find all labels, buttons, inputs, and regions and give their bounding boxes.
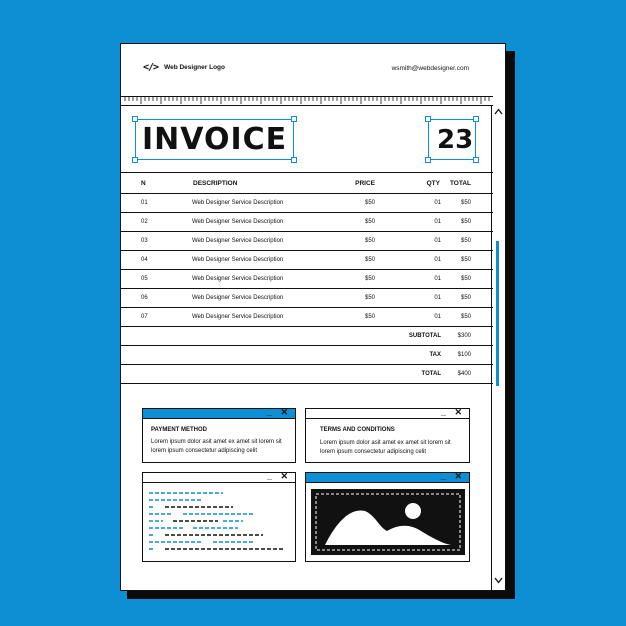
ruler-ticks (121, 97, 493, 105)
resize-handle[interactable] (132, 157, 138, 163)
window-controls-icon[interactable]: _ ✕ (440, 407, 465, 417)
row-price: $50 (324, 289, 375, 308)
total-label: TOTAL (375, 365, 441, 384)
payment-method-window (142, 408, 296, 463)
contact-email: wsmith@webdesigner.com (391, 65, 469, 72)
table-row (121, 194, 493, 213)
row-qty: 01 (375, 194, 441, 213)
table-row (121, 289, 493, 308)
window-controls-icon[interactable]: _ ✕ (440, 471, 465, 481)
window-titlebar[interactable] (143, 473, 295, 483)
table-row (121, 251, 493, 270)
invoice-table (121, 172, 493, 384)
code-window (142, 472, 296, 562)
invoice-title: INVOICE (142, 122, 288, 157)
code-lines-icon (143, 485, 293, 561)
row-description: Web Designer Service Description (192, 213, 324, 232)
row-description: Web Designer Service Description (192, 251, 324, 270)
row-total: $50 (441, 251, 493, 270)
scrollbar[interactable] (491, 106, 505, 591)
window-controls-icon[interactable]: _ ✕ (266, 407, 291, 417)
invoice-page (120, 43, 506, 591)
tax-value: $100 (441, 346, 493, 365)
resize-handle[interactable] (425, 157, 431, 163)
resize-handle[interactable] (473, 116, 479, 122)
logo-text: Web Designer Logo (164, 64, 225, 71)
resize-handle[interactable] (473, 157, 479, 163)
column-header-qty: QTY (375, 173, 441, 194)
row-qty: 01 (375, 251, 441, 270)
row-description: Web Designer Service Description (192, 194, 324, 213)
row-qty: 01 (375, 213, 441, 232)
row-qty: 01 (375, 289, 441, 308)
subtotal-value: $300 (441, 327, 493, 346)
row-price: $50 (324, 232, 375, 251)
row-number: 06 (121, 289, 192, 308)
payment-method-text: Lorem ipsum dolor asit amet ex amet sit lorem sit lorem ipsum consectetur adipiscing celit (151, 439, 282, 454)
window-titlebar[interactable] (306, 409, 469, 419)
row-qty: 01 (375, 232, 441, 251)
terms-text: Lorem ipsum dolor asit amet ex amet sit lorem sit lorem ipsum consectetur adipiscing celit (320, 440, 451, 455)
subtotal-label: SUBTOTAL (375, 327, 441, 346)
scroll-down-arrow-icon[interactable] (494, 577, 503, 586)
row-number: 05 (121, 270, 192, 289)
table-row (121, 270, 493, 289)
row-total: $50 (441, 289, 493, 308)
row-total: $50 (441, 270, 493, 289)
row-total: $50 (441, 194, 493, 213)
subtotal-row (121, 327, 493, 346)
row-price: $50 (324, 308, 375, 327)
invoice-title-box[interactable] (135, 119, 294, 160)
row-price: $50 (324, 194, 375, 213)
terms-title: TERMS AND CONDITIONS (320, 427, 395, 433)
column-header-price: PRICE (324, 173, 375, 194)
image-window (305, 472, 470, 562)
resize-handle[interactable] (291, 157, 297, 163)
row-description: Web Designer Service Description (192, 308, 324, 327)
payment-method-title: PAYMENT METHOD (151, 427, 208, 433)
tax-row (121, 346, 493, 365)
total-value: $400 (441, 365, 493, 384)
row-number: 01 (121, 194, 192, 213)
window-controls-icon[interactable]: _ ✕ (266, 471, 291, 481)
resize-handle[interactable] (132, 116, 138, 122)
table-row (121, 308, 493, 327)
column-header-total: TOTAL (441, 173, 493, 194)
column-header-description: DESCRIPTION (192, 173, 324, 194)
row-description: Web Designer Service Description (192, 270, 324, 289)
terms-window (305, 408, 470, 463)
row-price: $50 (324, 251, 375, 270)
window-titlebar[interactable] (306, 473, 469, 483)
row-price: $50 (324, 213, 375, 232)
row-number: 04 (121, 251, 192, 270)
logo (143, 62, 225, 73)
resize-handle[interactable] (291, 116, 297, 122)
row-qty: 01 (375, 308, 441, 327)
row-number: 02 (121, 213, 192, 232)
invoice-number: 23 (437, 125, 474, 155)
row-total: $50 (441, 232, 493, 251)
table-header-row (121, 173, 493, 194)
row-total: $50 (441, 308, 493, 327)
row-price: $50 (324, 270, 375, 289)
row-total: $50 (441, 213, 493, 232)
invoice-number-box[interactable] (428, 119, 476, 160)
resize-handle[interactable] (425, 116, 431, 122)
window-titlebar[interactable] (143, 409, 295, 419)
row-description: Web Designer Service Description (192, 289, 324, 308)
column-header-n: N (121, 173, 192, 194)
table-row (121, 213, 493, 232)
image-placeholder-icon (309, 487, 469, 559)
row-number: 07 (121, 308, 192, 327)
row-number: 03 (121, 232, 192, 251)
scroll-thumb[interactable] (496, 241, 499, 386)
total-row (121, 365, 493, 384)
ruler (121, 96, 493, 106)
code-icon: </> (143, 62, 159, 73)
table-row (121, 232, 493, 251)
row-qty: 01 (375, 270, 441, 289)
tax-label: TAX (375, 346, 441, 365)
row-description: Web Designer Service Description (192, 232, 324, 251)
scroll-up-arrow-icon[interactable] (494, 108, 503, 117)
